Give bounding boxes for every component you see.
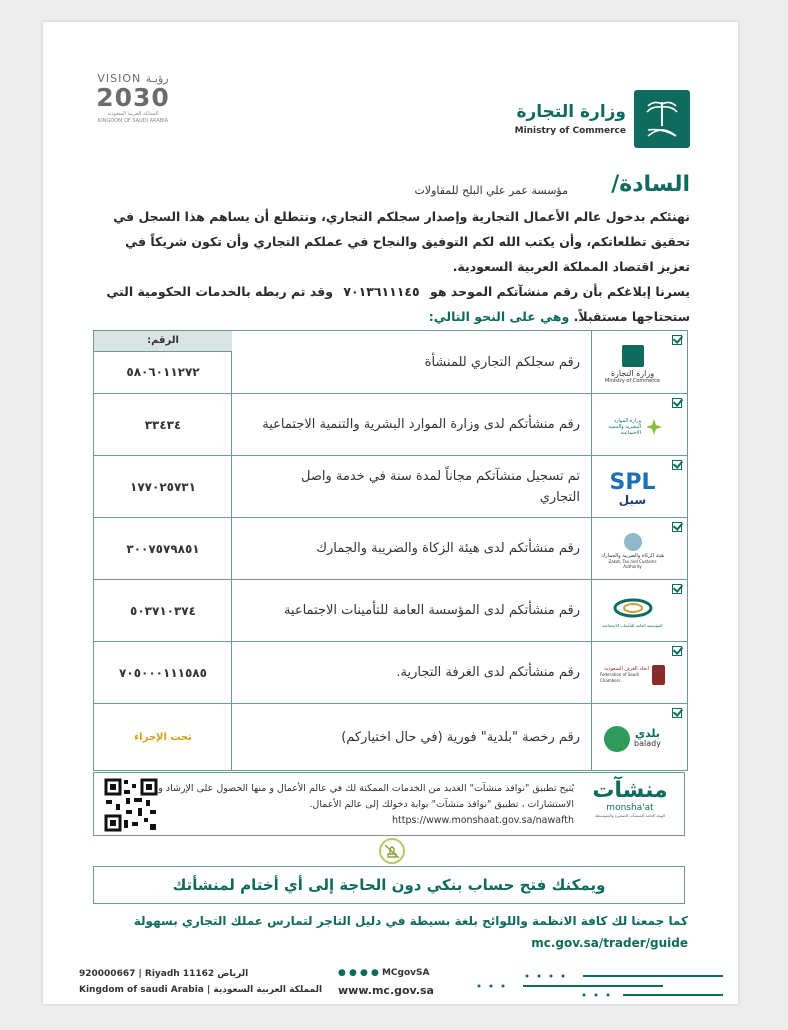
footer-decoration <box>463 970 723 1000</box>
zatca-logo-ar: هيئة الزكاة والضريبة والجمارك <box>601 552 664 559</box>
table-row <box>93 641 688 704</box>
ministry-name-ar: وزارة التجارة <box>516 102 626 122</box>
row-number: ١٧٧٠٢٥٧٣١ <box>130 479 196 494</box>
vision-sub-en: KINGDOM OF SAUDI ARABIA <box>97 118 169 124</box>
unified-number: ٧٠١٣٦١١١٤٥ <box>343 284 420 299</box>
balady-logo-en: balady <box>634 739 661 748</box>
monshaat-logo-sub: الهيئة العامة للمنشآت الصغيرة والمتوسطة <box>594 813 666 818</box>
row-description: رقم رخصة "بلدية" فورية (في حال اختياركم) <box>231 704 592 770</box>
row-description: رقم منشأتكم لدى وزارة الموارد البشرية والتنمية الاجتماعية <box>231 394 592 455</box>
row-number: ٥٨٠٦٠١١٢٧٢ <box>126 365 200 379</box>
balady-logo <box>600 716 665 762</box>
row-number: ٣٣٤٣٤ <box>144 417 182 432</box>
row-description: رقم سجلكم التجاري للمنشأة <box>231 331 592 393</box>
zatca-logo-en: Zakat, Tax and Customs Authority <box>608 558 657 569</box>
monshaat-logo <box>584 779 676 831</box>
monshaat-box <box>93 772 685 836</box>
balady-logo-ar: بلدي <box>634 727 661 740</box>
ministry-logo <box>490 90 690 150</box>
checkmark-icon <box>672 708 682 718</box>
table-row <box>93 703 688 771</box>
stamp-icon <box>379 838 405 864</box>
moc-small-logo <box>600 343 665 385</box>
hrsd-logo-text: وزارة الموارد البشرية والتنمية الاجتماعية <box>608 417 641 436</box>
chambers-logo <box>600 654 665 695</box>
unified-number-linked: وقد تم ربطه بالخدمات الحكومية التي ستحتاجها مستقبلاً. <box>106 284 690 324</box>
document-page <box>43 22 738 1004</box>
qr-code-icon <box>104 778 158 832</box>
trader-guide-text: كما جمعنا لك كافة الانظمة واللوائح بلغة بسيطة في دليل التاجر لتمارس عملك التجاري بسهولة <box>133 914 688 928</box>
checkmark-icon <box>672 398 682 408</box>
footer-website[interactable]: www.mc.gov.sa <box>338 984 434 997</box>
row-logo-cell <box>591 642 687 703</box>
salutation-title: السادة/ <box>611 172 690 197</box>
monshaat-description: يُتيح تطبيق "نوافذ منشآت" العديد من الخدمات الممكنة لك في عالم الأعمال و منها الحصول على الإرشاد و الاستشارات ، تطبيق "نوافذ منشآت" بوابة دخولك إلى عالم الأعمال. https://www.monshaat.gov.sa/nawafth <box>158 783 574 826</box>
row-number: ٧٠٥٠٠٠١١١٥٨٥ <box>119 665 207 680</box>
unified-number-intro: يسرنا إبلاغكم بأن رقم منشآتكم الموحد هو <box>430 284 690 299</box>
row-logo-cell <box>591 518 687 579</box>
spl-logo-en: SPL <box>609 469 656 495</box>
row-status-pending: تحت الإجراء <box>134 731 192 743</box>
footer-social <box>338 965 434 982</box>
monshaat-logo-en: monsha'at <box>606 803 654 813</box>
checkmark-icon <box>672 335 682 345</box>
monshaat-logo-ar: منشآت <box>592 778 668 803</box>
vision-sub-ar: المملكة العربية السعودية <box>107 111 159 117</box>
row-description: رقم منشأتكم لدى الغرفة التجارية. <box>231 642 592 703</box>
hrsd-logo <box>600 406 665 447</box>
footer-online <box>338 965 434 999</box>
row-logo-cell <box>591 704 687 770</box>
footer-contact <box>79 966 322 998</box>
checkmark-icon <box>672 522 682 532</box>
checkmark-icon <box>672 584 682 594</box>
zatca-logo <box>600 530 665 571</box>
letter-body <box>90 204 690 329</box>
row-logo-cell <box>591 394 687 455</box>
gosi-logo-text: المؤسسة العامة للتأمينات الاجتماعية <box>602 623 663 628</box>
row-logo-cell <box>591 580 687 641</box>
number-column-header: الرقم: <box>94 331 232 352</box>
gosi-logo <box>600 592 665 633</box>
vision-top-text: VISION رؤيـة <box>97 72 169 85</box>
spl-logo <box>600 468 665 509</box>
vision-number: 2030 <box>96 83 170 112</box>
palm-swords-icon <box>634 90 690 148</box>
footer-country: Kingdom of saudi Arabia | المملكة العربية السعودية <box>79 985 323 995</box>
table-row <box>93 393 688 456</box>
row-logo-cell <box>591 456 687 517</box>
spl-logo-ar: سبل <box>618 492 647 507</box>
trader-guide <box>98 910 688 954</box>
paragraph-unified-number <box>90 279 690 329</box>
table-row <box>93 579 688 642</box>
chambers-logo-en: Federation of Saudi Chambers <box>600 671 639 683</box>
chambers-logo-ar: اتحاد الغرف السعودية <box>604 665 650 672</box>
ministry-name-en: Ministry of Commerce <box>514 126 626 136</box>
row-description: رقم منشأتكم لدى هيئة الزكاة والضريبة والجمارك <box>231 518 592 579</box>
social-handle: MCgovSA <box>381 968 430 978</box>
row-number: ٥٠٣٧١٠٣٧٤ <box>130 603 196 618</box>
table-row <box>93 330 688 394</box>
table-row <box>93 517 688 580</box>
row-logo-cell <box>591 331 687 393</box>
trader-guide-link[interactable]: mc.gov.sa/trader/guide <box>531 936 688 950</box>
vision-2030-logo <box>88 72 178 147</box>
checkmark-icon <box>672 460 682 470</box>
footer-phone-address: 920000667 | Riyadh 11162 الرياض <box>79 969 249 979</box>
list-intro: وهي على النحو التالي: <box>428 309 570 324</box>
social-media-icons: ● ● ● ● <box>338 968 379 978</box>
moc-small-ar: وزارة التجارة <box>610 368 655 378</box>
recipient-name: مؤسسة عمر علي البلح للمقاولات <box>414 184 568 197</box>
footer <box>43 960 738 1000</box>
moc-small-en: Ministry of Commerce <box>605 377 660 384</box>
checkmark-icon <box>672 646 682 656</box>
bank-account-text: ويمكنك فتح حساب بنكي دون الحاجة إلى أي أختام لمنشأتك <box>172 876 606 894</box>
bank-account-banner <box>93 866 685 904</box>
row-number: ٣٠٠٧٥٧٩٨٥١ <box>126 541 200 556</box>
row-description: رقم منشأتكم لدى المؤسسة العامة للتأمينات الاجتماعية <box>231 580 592 641</box>
row-description: تم تسجيل منشآتكم مجاناً لمدة سنة في خدمة واصل التجاري <box>231 456 592 517</box>
salutation <box>90 172 690 197</box>
paragraph-congratulations: نهنئكم بدخول عالم الأعمال التجارية وإصدار سجلكم التجاري، ونتطلع أن يساهم هذا السجل في تحقيق تطلعاتكم، وأن يكتب الله لكم التوفيق والنجاح في عملكم التجاري وأن تكون شريكاً في تعزيز اقتصاد المملكة العربية السعودية. <box>113 209 690 274</box>
table-row <box>93 455 688 518</box>
